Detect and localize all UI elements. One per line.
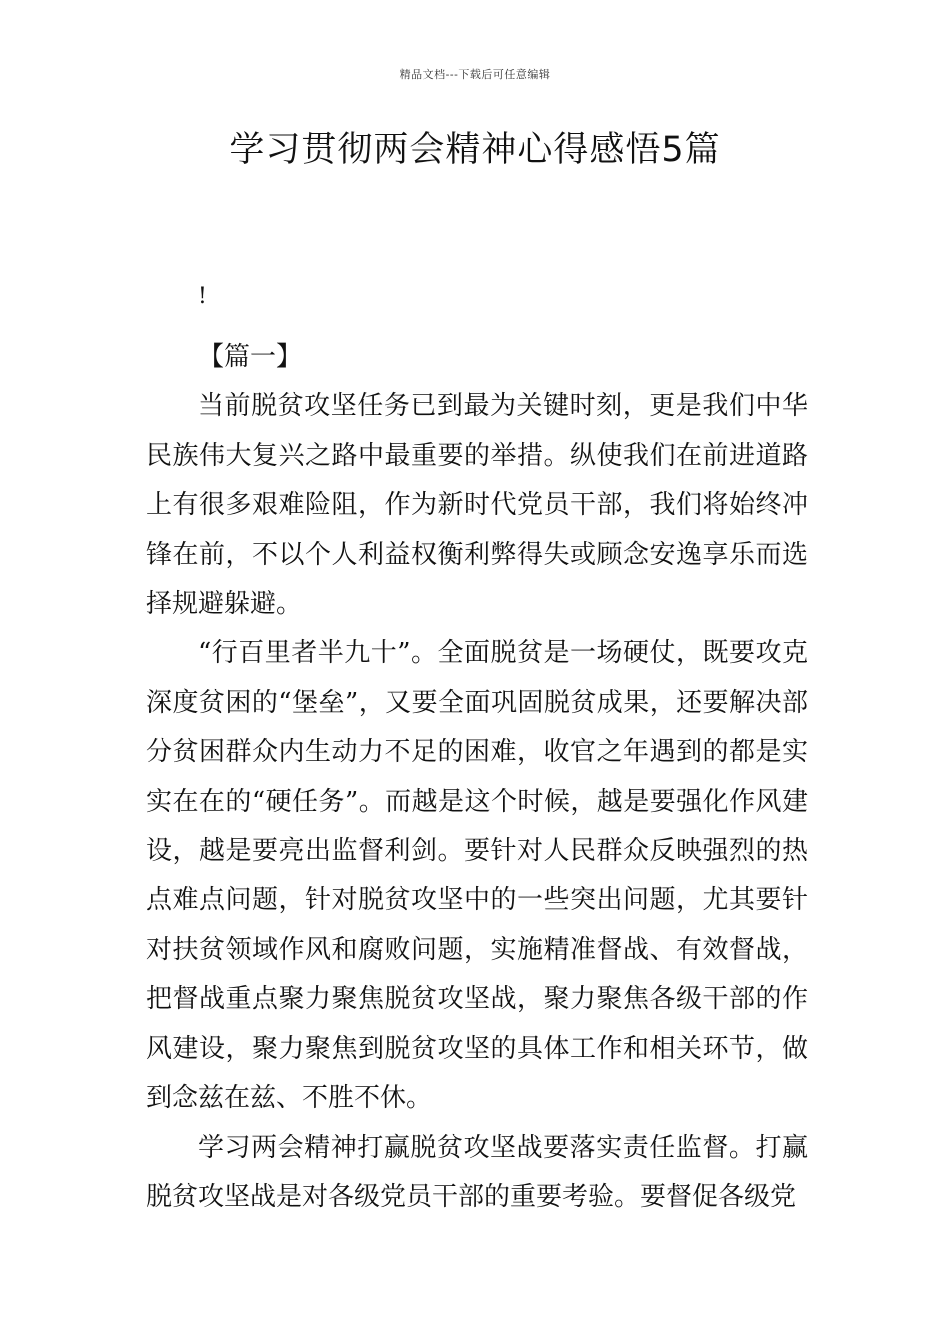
paragraph-2: “行百里者半九十”。全面脱贫是一场硬仗，既要攻克深度贫困的“堡垒”，又要全面巩固脱贫成果，还要解决部分贫困群众内生动力不足的困难，收官之年遇到的都是实实在在的“硬任务”。而越是这个时候，越是要强化作风建设，越是要亮出监督利剑。要针对人民群众反映强烈的热点难点问题，针对脱贫攻坚中的一些突出问题，尤其要针对扶贫领域作风和腐败问题，实施精准督战、有效督战，把督战重点聚力聚焦脱贫攻坚战，聚力聚焦各级干部的作风建设，聚力聚焦到脱贫攻坚的具体工作和相关环节，做到念兹在兹、不胜不休。 — [146, 638, 808, 1114]
paragraph-3: 学习两会精神打赢脱贫攻坚战要落实责任监督。打赢脱贫攻坚战是对各级党员干部的重要考验。要督促各级党 — [146, 1132, 808, 1212]
document-body — [146, 278, 808, 1222]
paragraph-1: 当前脱贫攻坚任务已到最为关键时刻，更是我们中华民族伟大复兴之路中最重要的举措。纵使我们在前进道路上有很多艰难险阻，作为新时代党员干部，我们将始终冲锋在前，不以个人利益权衡利弊得失或顾念安逸享乐而选择规避躲避。 — [146, 391, 808, 620]
document-title: 学习贯彻两会精神心得感悟5篇 — [229, 130, 721, 170]
header-note: 精品文档---下载后可任意编辑 — [399, 68, 551, 81]
section-label: 【篇一】 — [198, 342, 303, 372]
exclamation-mark: ! — [198, 284, 207, 309]
